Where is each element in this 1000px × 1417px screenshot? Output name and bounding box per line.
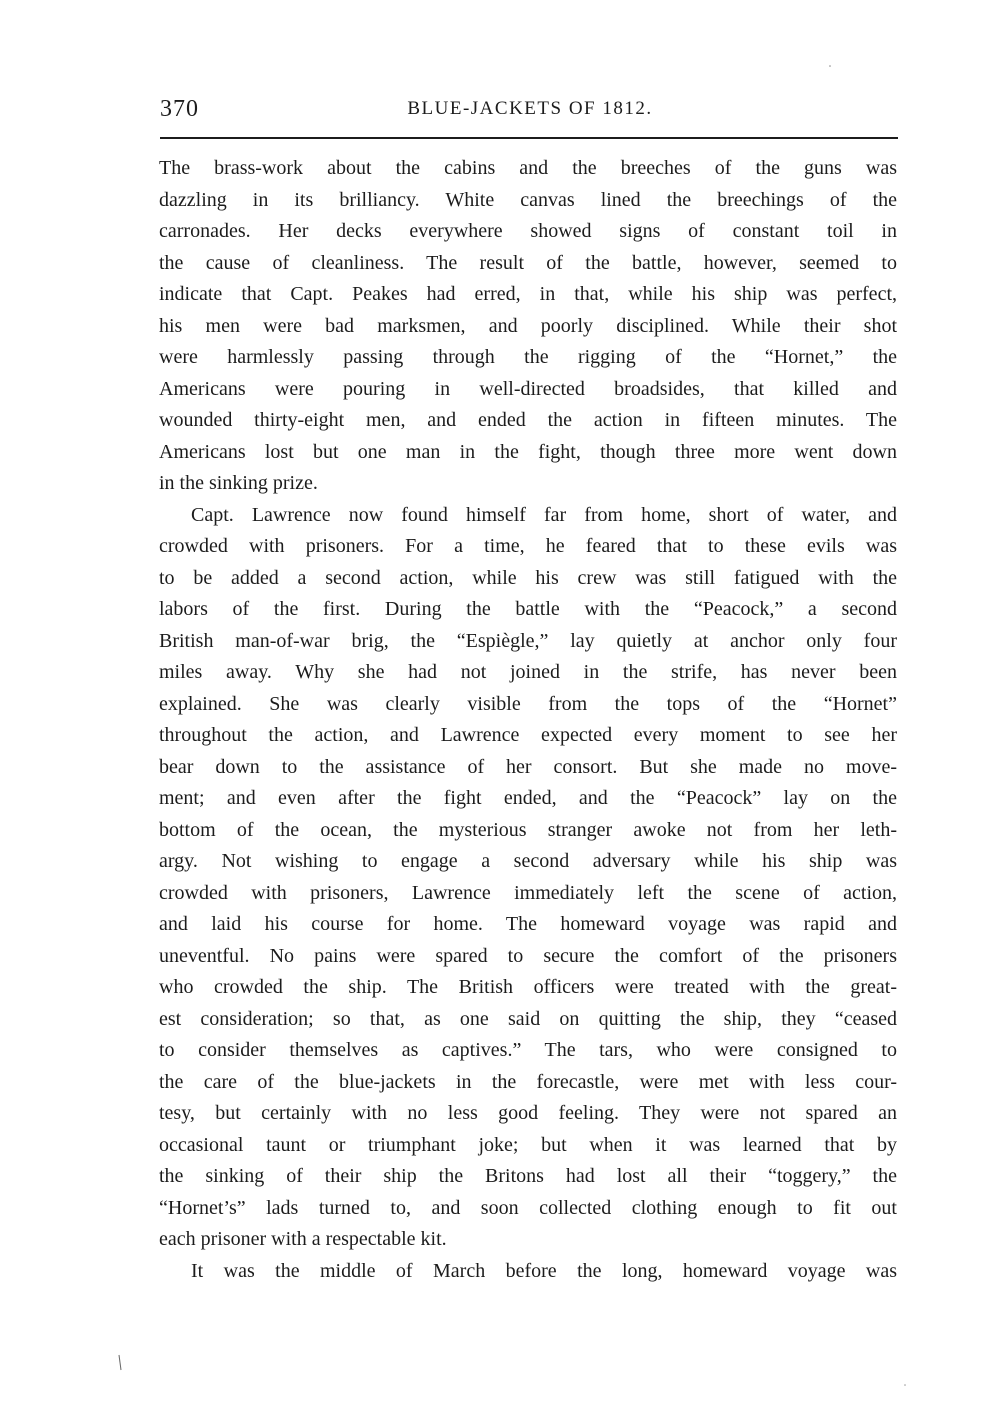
text-line: carronades. Her decks everywhere showed signs of constant toil in <box>159 220 897 242</box>
page-header <box>160 96 900 126</box>
text-line: explained. She was clearly visible from the tops of the “Hornet” <box>159 692 897 715</box>
text-line: miles away. Why she had not joined in the strife, has never been <box>159 661 897 683</box>
text-line: the sinking of their ship the Britons had lost all their “toggery,” the <box>159 1165 897 1187</box>
margin-speck <box>119 1355 121 1370</box>
text-line: bear down to the assistance of her consort. But she made no move- <box>159 755 897 778</box>
text-line: to consider themselves as captives.” The tars, who were consigned to <box>159 1039 897 1061</box>
text-line: occasional taunt or triumphant joke; but when it was learned that by <box>159 1133 897 1156</box>
text-line: labors of the first. During the battle with the “Peacock,” a second <box>159 598 897 620</box>
header-rule <box>160 137 898 139</box>
text-line: Americans lost but one man in the fight, though three more went down <box>159 440 897 463</box>
text-line: bottom of the ocean, the mysterious stranger awoke not from her leth- <box>159 818 897 841</box>
text-line: “Hornet’s” lads turned to, and soon collected clothing enough to fit out <box>159 1196 897 1219</box>
text-line: Capt. Lawrence now found himself far from home, short of water, and <box>191 503 897 526</box>
body-text <box>159 153 897 1287</box>
text-line: Americans were pouring in well-directed broadsides, that killed and <box>159 377 897 400</box>
text-line: It was the middle of March before the long, homeward voyage was <box>191 1259 897 1282</box>
text-line: throughout the action, and Lawrence expected every moment to see her <box>159 724 897 746</box>
text-line: to be added a second action, while his crew was still fatigued with the <box>159 566 897 589</box>
text-line: were harmlessly passing through the rigging of the “Hornet,” the <box>159 346 897 368</box>
text-line: his men were bad marksmen, and poorly disciplined. While their shot <box>159 314 897 337</box>
text-line: est consideration; so that, as one said on quitting the ship, they “ceased <box>159 1007 897 1030</box>
text-line: argy. Not wishing to engage a second adversary while his ship was <box>159 850 897 872</box>
margin-speck <box>829 65 831 67</box>
text-line: dazzling in its brilliancy. White canvas lined the breechings of the <box>159 188 897 211</box>
text-line: crowded with prisoners. For a time, he feared that to these evils was <box>159 535 897 557</box>
text-line: uneventful. No pains were spared to secure the comfort of the prisoners <box>159 944 897 967</box>
text-line: the cause of cleanliness. The result of the battle, however, seemed to <box>159 251 897 274</box>
text-line: indicate that Capt. Peakes had erred, in that, while his ship was perfect, <box>159 283 897 305</box>
text-line: and laid his course for home. The homeward voyage was rapid and <box>159 913 897 935</box>
text-line: crowded with prisoners, Lawrence immediately left the scene of action, <box>159 881 897 904</box>
text-line: who crowded the ship. The British officers were treated with the great- <box>159 976 897 998</box>
text-line: each prisoner with a respectable kit. <box>159 1228 447 1250</box>
margin-speck <box>904 1384 906 1386</box>
text-line: wounded thirty-eight men, and ended the action in fifteen minutes. The <box>159 409 897 431</box>
page-number: 370 <box>160 96 199 122</box>
text-line: tesy, but certainly with no less good feeling. They were not spared an <box>159 1102 897 1124</box>
text-line: The brass-work about the cabins and the breeches of the guns was <box>159 157 897 179</box>
text-line: British man-of-war brig, the “Espiègle,” lay quietly at anchor only four <box>159 629 897 652</box>
running-head: BLUE-JACKETS OF 1812. <box>407 98 653 119</box>
text-line: in the sinking prize. <box>159 472 318 494</box>
text-line: ment; and even after the fight ended, and the “Peacock” lay on the <box>159 787 897 809</box>
text-line: the care of the blue-jackets in the forecastle, were met with less cour- <box>159 1070 897 1093</box>
